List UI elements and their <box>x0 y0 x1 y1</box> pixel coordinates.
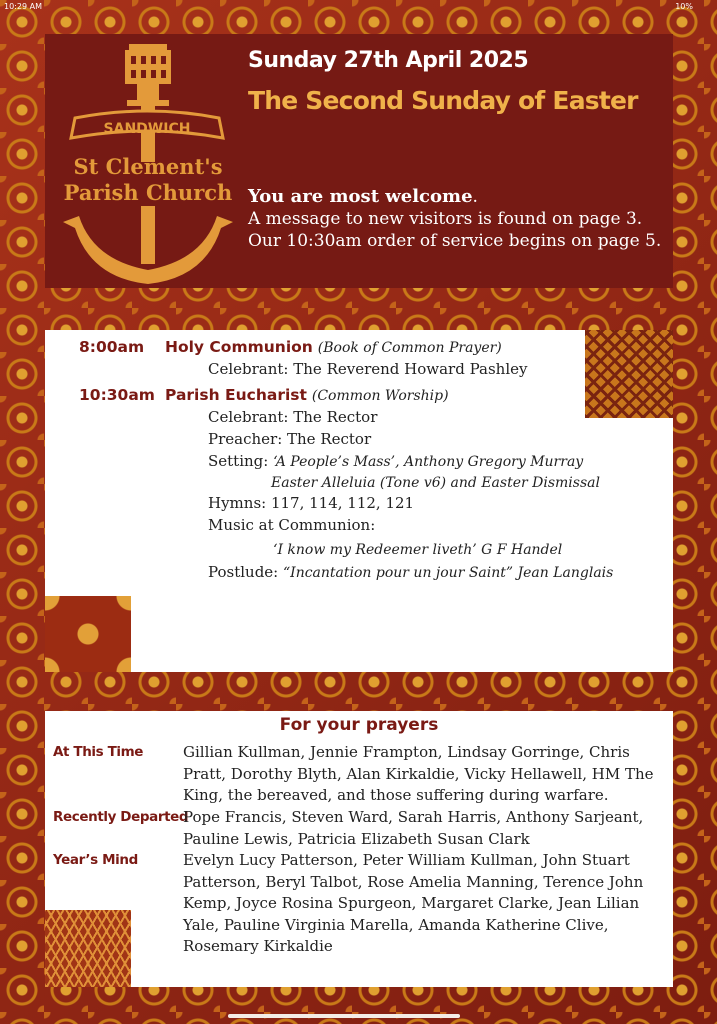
service-name: Holy Communion <box>165 338 313 356</box>
prayer-group-label: Recently Departed <box>53 809 189 825</box>
anchor-icon <box>63 206 233 284</box>
prayer-group-names: Pope Francis, Steven Ward, Sarah Harris, Anthony Sarjeant, Pauline Lewis, Patricia Elizabeth Susan Clark <box>183 808 644 848</box>
prayer-group-label: Year’s Mind <box>53 852 138 868</box>
welcome-message: You are most welcome. A message to new visitors is found on page 3. Our 10:30am order of service begins on page 5. <box>248 186 662 251</box>
service-date: Sunday 27th April 2025 <box>248 48 529 73</box>
logo-line2: Parish Church <box>63 180 233 205</box>
logo-line1: St Clement's <box>73 154 223 179</box>
welcome-heading: You are most welcome <box>248 186 473 207</box>
welcome-order-note: Our 10:30am order of service begins on page 5. <box>248 231 662 251</box>
decorative-tile <box>585 330 673 418</box>
logo-town: SANDWICH <box>103 121 191 137</box>
service-time: 10:30am <box>79 386 155 404</box>
service-name: Parish Eucharist <box>165 386 307 404</box>
service-rite: (Book of Common Prayer) <box>317 340 502 356</box>
hymns-line: Hymns: 117, 114, 112, 121 <box>208 494 415 512</box>
decorative-tile <box>45 910 131 987</box>
prayer-group-label: At This Time <box>53 744 144 760</box>
prayer-group-names: Evelyn Lucy Patterson, Peter William Kullman, John Stuart Patterson, Beryl Talbot, Rose Amelia Manning, Terence John Kemp, Joyce Rosina Spurgeon, Margaret Clarke, Jean Lilian Yale, Pauline Virginia Marella, Amanda Katherine Clive, Rosemary Kirkaldie <box>183 851 644 955</box>
celebrant-line: Celebrant: The Reverend Howard Pashley <box>208 360 528 378</box>
welcome-visitors-note: A message to new visitors is found on page 3. <box>248 209 643 229</box>
communion-music-label: Music at Communion: <box>208 516 376 534</box>
services-panel <box>45 330 673 672</box>
celebrant-line: Celebrant: The Rector <box>208 408 378 426</box>
prayers-title: For your prayers <box>279 715 439 735</box>
setting-line-2: Easter Alleluia (Tone v6) and Easter Dismissal <box>271 475 600 491</box>
prayer-group-names: Gillian Kullman, Jennie Frampton, Lindsay Gorringe, Chris Pratt, Dorothy Blyth, Alan Kirkaldie, Vicky Hellawell, HM The King, the bereaved, and those suffering during warfare. <box>183 743 654 804</box>
service-rite: (Common Worship) <box>311 388 449 404</box>
status-bar <box>0 2 717 14</box>
service-time: 8:00am <box>79 338 145 356</box>
decorative-tile <box>45 596 131 672</box>
setting-line: Setting: ‘A People’s Mass’, Anthony Gregory Murray <box>208 452 584 470</box>
prayers-panel <box>45 711 673 987</box>
header-panel <box>45 34 673 288</box>
status-time: 10:29 AM <box>4 2 42 11</box>
battery-indicator: 10% <box>675 2 693 11</box>
communion-music-piece: ‘I know my Redeemer liveth’ G F Handel <box>273 542 563 558</box>
preacher-line: Preacher: The Rector <box>208 430 372 448</box>
liturgical-occasion: The Second Sunday of Easter <box>248 86 638 115</box>
home-indicator[interactable] <box>228 1014 460 1018</box>
church-logo <box>53 40 233 284</box>
postlude-line: Postlude: “Incantation pour un jour Saint” Jean Langlais <box>208 563 614 581</box>
